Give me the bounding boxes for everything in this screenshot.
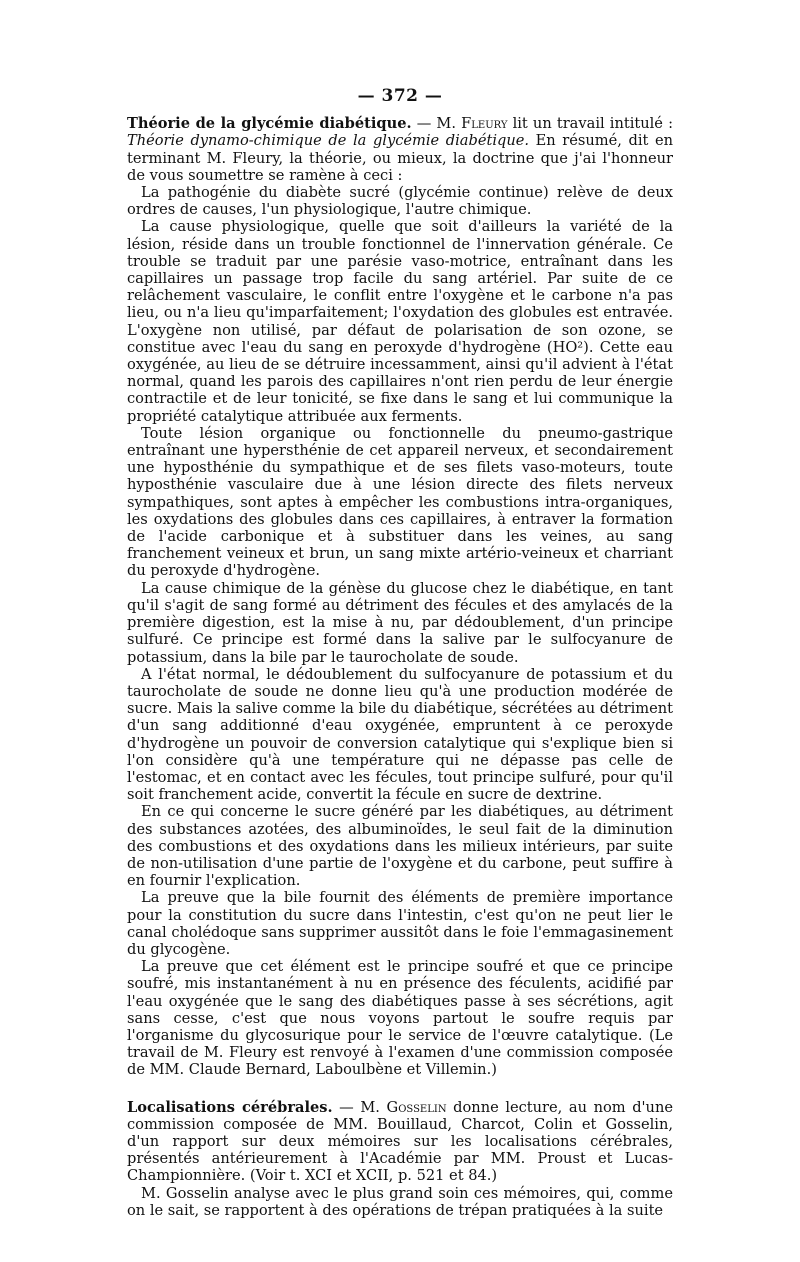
paragraph: La preuve que la bile fournit des éléments de première importance pour la constitution du sucre dans l'intestin, c'est qu'on ne peut lier le canal cholédoque sans supprimer aussitôt dans le foie l'emmagasinement du glycogène. [127, 889, 673, 958]
section-fleury-intro [127, 115, 673, 184]
intro-text-a: lit un travail intitulé : [507, 115, 673, 133]
section-spacer [127, 1079, 673, 1099]
work-title: Théorie dynamo-chimique de la glycémie diabétique. [127, 132, 530, 150]
section-heading-glycemie: Théorie de la glycémie diabétique. [127, 115, 412, 133]
paragraph: La preuve que cet élément est le principe soufré et que ce principe soufré, mis instantanément à nu en présence des féculents, acidifié par l'eau oxygénée que le sang des diabétiques passe à ses sécrétions, agit sans cesse, c'est que nous voyons partout le soufre requis par l'organisme du glycosurique pour le service de l'œuvre catalytique. (Le travail de M. Fleury est renvoyé à l'examen d'une commission composée de MM. Claude Bernard, Laboulbène et Villemin.) [127, 958, 673, 1079]
page-number: — 372 — [357, 86, 443, 106]
paragraph: A l'état normal, le dédoublement du sulfocyanure de potassium et du taurocholate de soude ne donne lieu qu'à une production modérée de sucre. Mais la salive comme la bile du diabétique, sécrétées au détriment d'un sang additionné d'eau oxygénée, empruntent à ce peroxyde d'hydrogène un pouvoir de conversion catalytique qui s'explique bien si l'on considère qu'à une température qui ne dépasse pas celle de l'estomac, et en contact avec les fécules, tout principe sulfuré, pour qu'il soit franchement acide, convertit la fécule en sucre de dextrine. [127, 665, 673, 804]
section-heading-localisations: Localisations cérébrales. [127, 1098, 333, 1116]
document-page [127, 88, 673, 1219]
paragraph: La cause chimique de la génèse du glucose chez le diabétique, en tant qu'il s'agit de sang formé au détriment des fécules et des amylacés de la première digestion, est la mise à nu, par dédoublement, d'un principe sulfuré. Ce principe est formé dans la salive par le sulfocyanure de potassium, dans la bile par le taurocholate de soude. [127, 579, 673, 666]
paragraph: En ce qui concerne le sucre généré par les diabétiques, au détriment des substances azotées, des albuminoïdes, le seul fait de la diminution des combustions et des oxydations dans les milieux intérieurs, par suite de non-utilisation d'une partie de l'oxygène et du carbone, peut suffire à en fournir l'explication. [127, 803, 673, 890]
paragraph: Toute lésion organique ou fonctionnelle du pneumo-gastrique entraînant une hypersthénie de cet appareil nerveux, et secondairement une hyposthénie du sympathique et de ses filets vaso-moteurs, toute hyposthénie vasculaire due à une lésion directe des filets nerveux sympathiques, sont aptes à empêcher les combustions intra-organiques, les oxydations des globules dans ces capillaires, à entraver la formation de l'acide carbonique et à substituer dans les veines, au sang franchement veineux et brun, un sang mixte artério-veineux et charriant du peroxyde d'hydrogène. [127, 424, 673, 580]
paragraph: La cause physiologique, quelle que soit d'ailleurs la variété de la lésion, réside dans un trouble fonctionnel de l'innervation générale. Ce trouble se traduit par une parésie vaso-motrice, entraînant dans les capillaires un passage trop facile du sang artériel. Par suite de ce relâchement vasculaire, le conflit entre l'oxygène et le carbone n'a pas lieu, ou n'a lieu qu'imparfaitement; l'oxydation des globules est entravée. L'oxygène non utilisé, par défaut de polarisation de son ozone, se constitue avec l'eau du sang en peroxyde d'hydrogène (HO²). Cette eau oxygénée, au lieu de se détruire incessamment, ainsi qu'il advient à l'état normal, quand les parois des capillaires n'ont rien perdu de leur énergie contractile et de leur tonicité, se fixe dans le sang et lui communique la propriété catalytique attribuée aux ferments. [127, 218, 673, 425]
paragraph: M. Gosselin analyse avec le plus grand soin ces mémoires, qui, comme on le sait, se rapportent à des opérations de trépan pratiquées à la suite [127, 1184, 673, 1219]
intro-text-b: En résumé, dit en terminant M. Fleury, la théorie, ou mieux, la doctrine que j'ai l'honneur de vous soumettre se ramène à ceci : [127, 132, 674, 184]
section-gosselin-intro [127, 1099, 673, 1185]
paragraph: La pathogénie du diabète sucré (glycémie continue) relève de deux ordres de causes, l'un physiologique, l'autre chimique. [127, 184, 673, 219]
author-fleury: Fleury [461, 115, 508, 133]
intro-text: donne lecture, au nom d'une commission composée de MM. Bouillaud, Charcot, Colin et Gosselin, d'un rapport sur deux mémoires sur les localisations cérébrales, présentés antérieurement à l'Académie par MM. Proust et Lucas-Championnière. (Voir t. XCI et XCII, p. 521 et 84.) [127, 1098, 673, 1185]
author-gosselin: Gosselin [386, 1098, 447, 1116]
heading-dash: — M. [411, 115, 462, 133]
heading-dash: — M. [332, 1098, 387, 1116]
